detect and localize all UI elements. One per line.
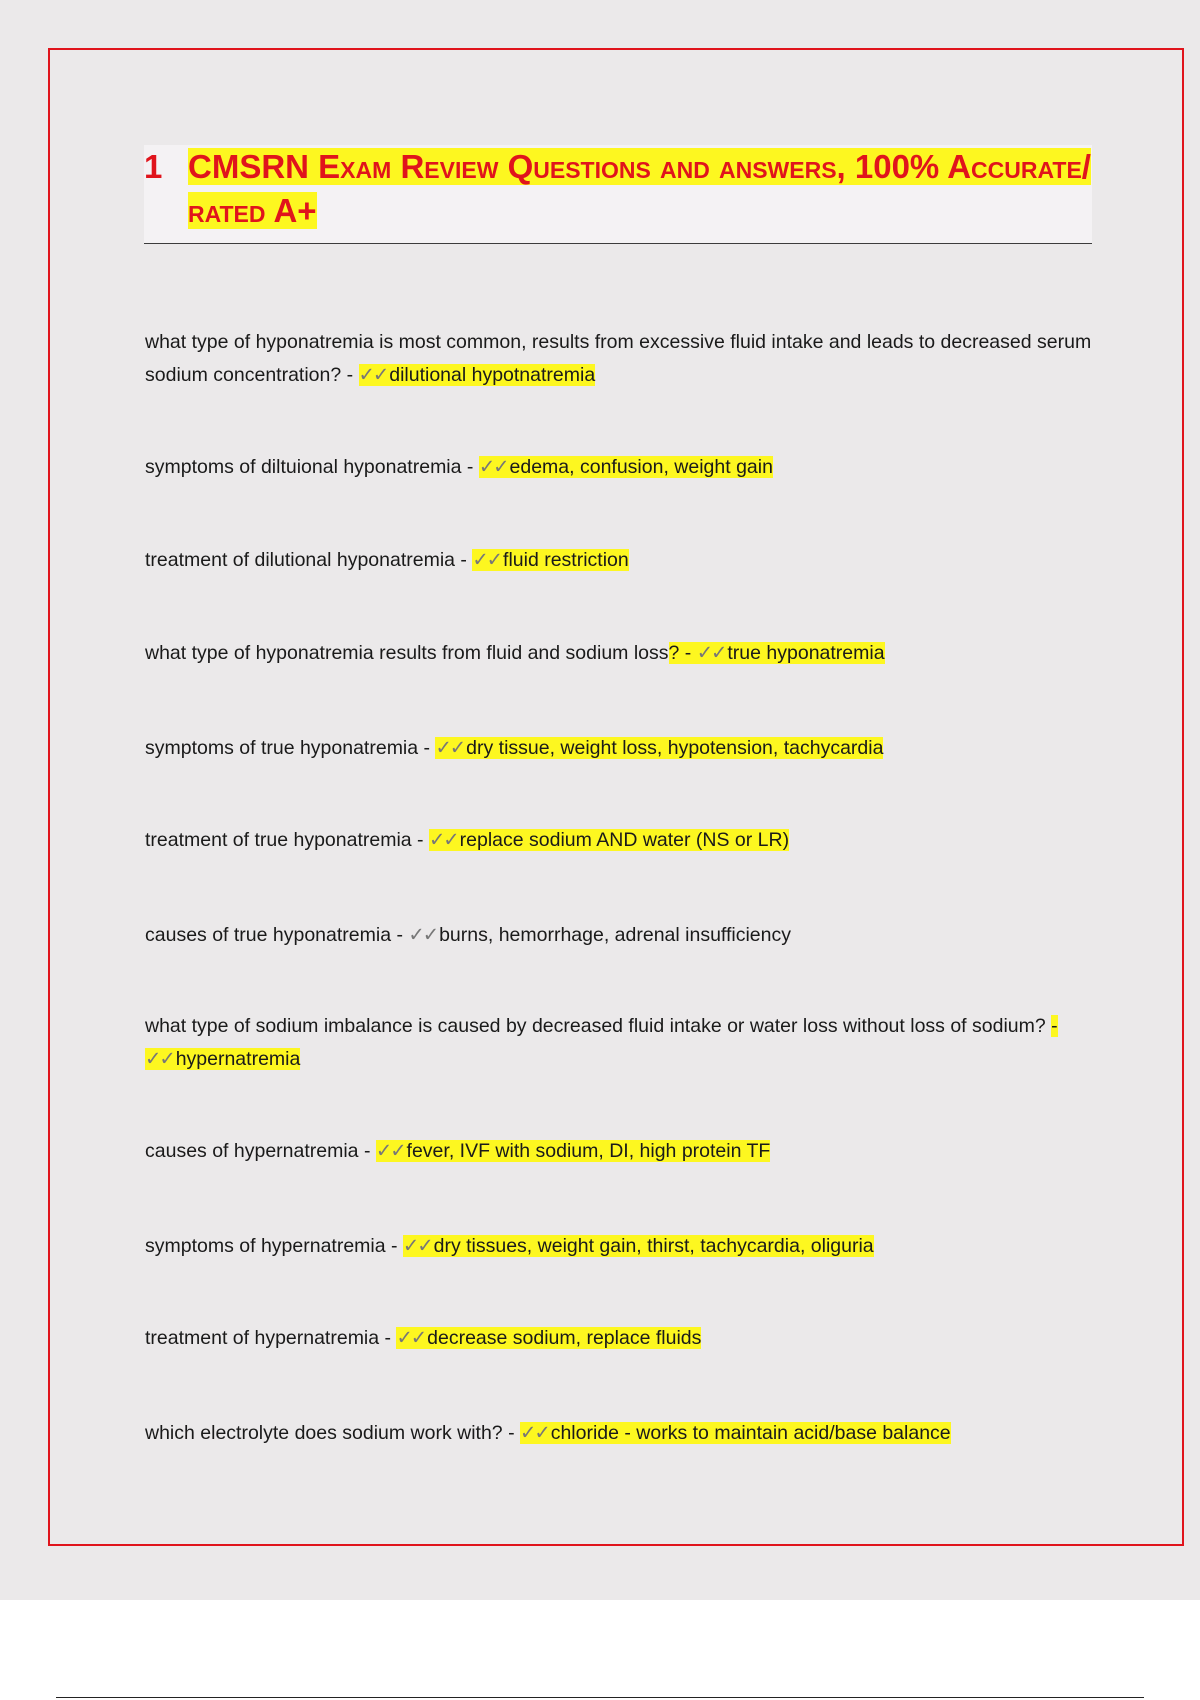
next-page-divider — [56, 1697, 1144, 1698]
list-item — [145, 637, 1095, 670]
question: which electrolyte does sodium work with? - — [145, 1422, 520, 1444]
question: symptoms of hypernatremia - — [145, 1235, 403, 1257]
answer: ✓✓ chloride - works to maintain acid/base balance — [520, 1422, 951, 1444]
answer: ✓✓ dilutional hypotnatremia — [358, 364, 596, 386]
question: causes of hypernatremia - — [145, 1140, 376, 1162]
question: what type of sodium imbalance is caused by decreased fluid intake or water loss without loss of sodium? — [145, 1015, 1052, 1037]
list-item — [145, 1322, 1095, 1355]
answer: ✓✓ decrease sodium, replace fluids — [396, 1327, 702, 1349]
question: what type of hyponatremia results from fluid and sodium loss — [145, 642, 669, 664]
question: treatment of dilutional hyponatremia - — [145, 549, 473, 571]
question: treatment of hypernatremia - — [145, 1327, 397, 1349]
check-icon: ✓✓ — [396, 1327, 426, 1349]
answer: ✓✓ replace sodium AND water (NS or LR) — [428, 829, 790, 851]
list-item — [145, 1135, 1095, 1168]
question: symptoms of true hyponatremia - — [145, 737, 436, 759]
list-item — [145, 1417, 1095, 1450]
check-icon: ✓✓ — [428, 829, 458, 851]
answer: ✓✓ fever, IVF with sodium, DI, high protein TF — [375, 1140, 771, 1162]
list-item — [145, 1010, 1095, 1076]
title-text-highlight: CMSRN Exam Review Questions and answers, 100% Accurate/ rated A+ — [188, 148, 1091, 229]
document-title — [144, 145, 1092, 244]
list-item — [145, 732, 1095, 765]
title-number: 1 — [144, 148, 163, 185]
title-text — [188, 145, 1092, 233]
question: what type of hyponatremia is most common, results from excessive fluid intake and leads to decreased serum sodium concentration? - — [145, 331, 1092, 386]
answer: - ✓✓ hypernatremia — [145, 1015, 1058, 1070]
check-icon: ✓✓ — [520, 1422, 549, 1444]
check-icon: ✓✓ — [358, 364, 388, 386]
check-icon: ✓✓ — [402, 1235, 432, 1257]
answer: ? - ✓✓ true hyponatremia — [668, 642, 885, 664]
list-item — [145, 326, 1095, 392]
question: symptoms of diltuional hyponatremia - — [145, 456, 479, 478]
check-icon: ✓✓ — [696, 642, 726, 664]
check-icon: ✓✓ — [408, 924, 438, 946]
list-item — [145, 544, 1095, 577]
check-icon: ✓✓ — [472, 549, 502, 571]
list-item — [145, 919, 1095, 952]
answer: ✓✓ dry tissues, weight gain, thirst, tachycardia, oliguria — [402, 1235, 874, 1257]
list-item — [145, 824, 1095, 857]
question: causes of true hyponatremia - — [145, 924, 409, 946]
question: treatment of true hyponatremia - — [145, 829, 429, 851]
check-icon: ✓✓ — [145, 1048, 174, 1070]
answer: ✓✓ edema, confusion, weight gain — [478, 456, 773, 478]
answer: ✓✓ dry tissue, weight loss, hypotension, tachycardia — [435, 737, 884, 759]
list-item — [145, 1230, 1095, 1263]
check-icon: ✓✓ — [375, 1140, 405, 1162]
answer: ✓✓ fluid restriction — [472, 549, 629, 571]
check-icon: ✓✓ — [435, 737, 465, 759]
list-item — [145, 451, 1095, 484]
answer: ✓✓ burns, hemorrhage, adrenal insufficiency — [408, 924, 792, 946]
check-icon: ✓✓ — [478, 456, 508, 478]
